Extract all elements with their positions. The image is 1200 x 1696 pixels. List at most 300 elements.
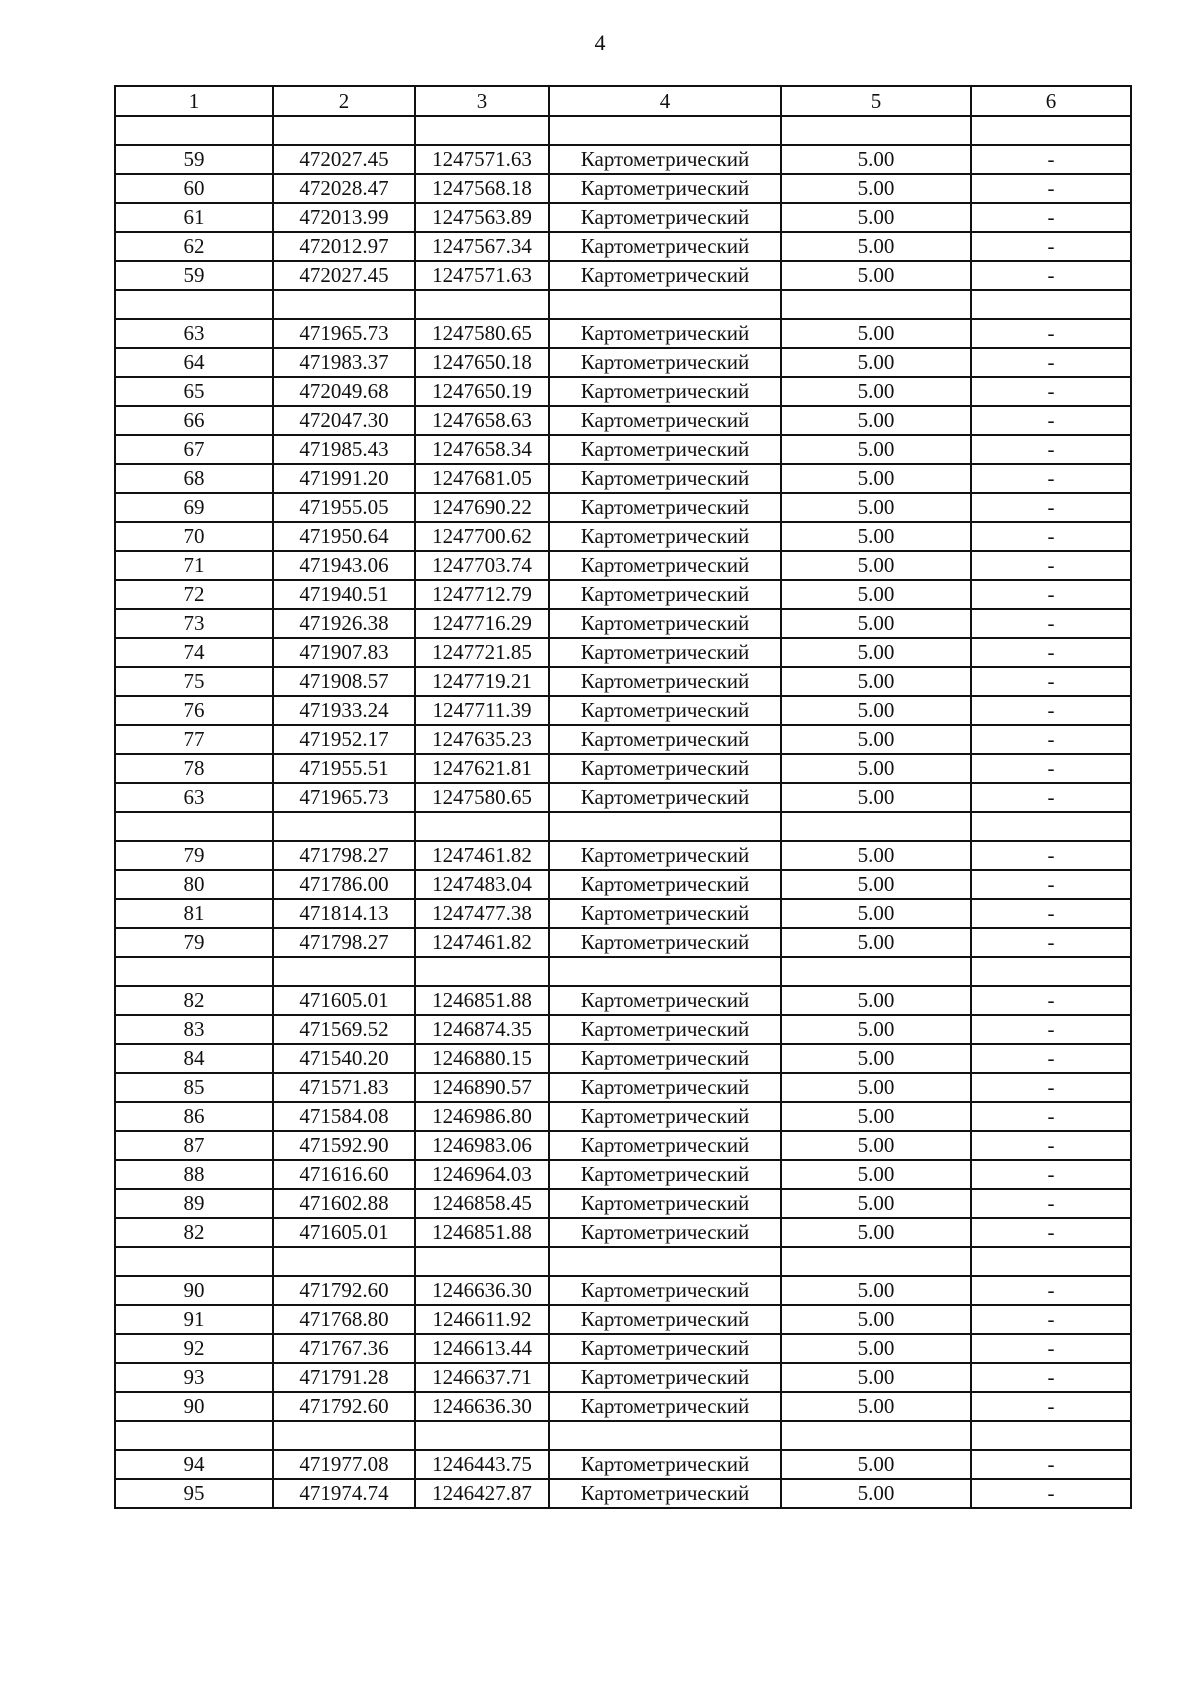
table-row: [115, 1102, 1131, 1131]
table-cell: [115, 1421, 273, 1450]
table-cell: 86: [115, 1102, 273, 1131]
table-cell: -: [971, 580, 1131, 609]
table-row: [115, 1450, 1131, 1479]
table-cell: [971, 1421, 1131, 1450]
table-cell: 471926.38: [273, 609, 415, 638]
table-row: [115, 1479, 1131, 1508]
table-cell: Картометрический: [549, 754, 781, 783]
table-cell: 471767.36: [273, 1334, 415, 1363]
table-cell: 79: [115, 841, 273, 870]
table-cell: 5.00: [781, 1334, 971, 1363]
table-cell: 92: [115, 1334, 273, 1363]
table-cell: -: [971, 1334, 1131, 1363]
table-cell: [971, 1247, 1131, 1276]
table-cell: 472013.99: [273, 203, 415, 232]
table-row: [115, 377, 1131, 406]
table-cell: 471907.83: [273, 638, 415, 667]
table-cell: 471540.20: [273, 1044, 415, 1073]
table-cell: -: [971, 319, 1131, 348]
table-cell: 471605.01: [273, 1218, 415, 1247]
table-cell: -: [971, 1102, 1131, 1131]
table-cell: Картометрический: [549, 1479, 781, 1508]
table-cell: -: [971, 986, 1131, 1015]
table-cell: Картометрический: [549, 203, 781, 232]
table-row: [115, 174, 1131, 203]
table-cell: 5.00: [781, 406, 971, 435]
table-cell: 5.00: [781, 1450, 971, 1479]
table-row: [115, 1392, 1131, 1421]
table-cell: 472028.47: [273, 174, 415, 203]
table-cell: -: [971, 464, 1131, 493]
table-cell: -: [971, 1450, 1131, 1479]
table-cell: -: [971, 725, 1131, 754]
table-cell: 5.00: [781, 1189, 971, 1218]
table-cell: 1247580.65: [415, 319, 549, 348]
table-cell: 1247711.39: [415, 696, 549, 725]
table-row: [115, 406, 1131, 435]
table-cell: -: [971, 174, 1131, 203]
table-cell: Картометрический: [549, 406, 781, 435]
table-cell: Картометрический: [549, 1044, 781, 1073]
table-cell: 5.00: [781, 464, 971, 493]
table-cell: -: [971, 1131, 1131, 1160]
table-cell: [115, 957, 273, 986]
table-row: [115, 493, 1131, 522]
table-cell: 1247461.82: [415, 928, 549, 957]
table-cell: 5.00: [781, 1073, 971, 1102]
table-cell: Картометрический: [549, 696, 781, 725]
table-row: [115, 522, 1131, 551]
table-cell: [415, 1421, 549, 1450]
table-cell: [971, 812, 1131, 841]
table-cell: 1247712.79: [415, 580, 549, 609]
column-header: 6: [971, 86, 1131, 116]
table-cell: Картометрический: [549, 174, 781, 203]
table-cell: 1246964.03: [415, 1160, 549, 1189]
table-cell: 1247658.63: [415, 406, 549, 435]
table-cell: 5.00: [781, 1102, 971, 1131]
table-cell: 61: [115, 203, 273, 232]
table-cell: 5.00: [781, 1305, 971, 1334]
table-cell: -: [971, 667, 1131, 696]
column-header: 4: [549, 86, 781, 116]
table-row: [115, 609, 1131, 638]
table-cell: 82: [115, 1218, 273, 1247]
table-cell: -: [971, 1073, 1131, 1102]
table-cell: 66: [115, 406, 273, 435]
table-cell: 76: [115, 696, 273, 725]
table-cell: 1247483.04: [415, 870, 549, 899]
table-cell: 68: [115, 464, 273, 493]
table-cell: [273, 812, 415, 841]
table-header: [115, 86, 1131, 116]
table-cell: Картометрический: [549, 609, 781, 638]
table-cell: 87: [115, 1131, 273, 1160]
table-cell: -: [971, 638, 1131, 667]
table-cell: 1247571.63: [415, 261, 549, 290]
table-cell: Картометрический: [549, 725, 781, 754]
table-cell: [781, 116, 971, 145]
table-cell: 1247571.63: [415, 145, 549, 174]
table-cell: -: [971, 261, 1131, 290]
table-cell: 5.00: [781, 551, 971, 580]
table-cell: 63: [115, 319, 273, 348]
table-cell: 1247461.82: [415, 841, 549, 870]
table-row: [115, 1218, 1131, 1247]
table-cell: -: [971, 551, 1131, 580]
table-cell: 59: [115, 145, 273, 174]
table-cell: Картометрический: [549, 899, 781, 928]
table-cell: -: [971, 1044, 1131, 1073]
table-cell: 81: [115, 899, 273, 928]
table-cell: Картометрический: [549, 1218, 781, 1247]
table-cell: 64: [115, 348, 273, 377]
table-cell: 5.00: [781, 1218, 971, 1247]
table-row: [115, 1073, 1131, 1102]
table-cell: 471974.74: [273, 1479, 415, 1508]
table-cell: 5.00: [781, 145, 971, 174]
table-cell: -: [971, 1218, 1131, 1247]
table-cell: 75: [115, 667, 273, 696]
table-row: [115, 1160, 1131, 1189]
table-cell: 5.00: [781, 1044, 971, 1073]
table-cell: 5.00: [781, 203, 971, 232]
table-cell: 63: [115, 783, 273, 812]
table-cell: 1246851.88: [415, 1218, 549, 1247]
table-cell: Картометрический: [549, 1305, 781, 1334]
table-cell: 471965.73: [273, 319, 415, 348]
table-cell: 74: [115, 638, 273, 667]
table-cell: -: [971, 870, 1131, 899]
table-cell: 79: [115, 928, 273, 957]
table-cell: Картометрический: [549, 319, 781, 348]
table-cell: [273, 957, 415, 986]
table-cell: 5.00: [781, 725, 971, 754]
table-cell: 471616.60: [273, 1160, 415, 1189]
table-cell: 1247658.34: [415, 435, 549, 464]
separator-row: [115, 116, 1131, 145]
table-cell: Картометрический: [549, 841, 781, 870]
table-cell: 93: [115, 1363, 273, 1392]
table-cell: -: [971, 493, 1131, 522]
table-row: [115, 1131, 1131, 1160]
table-cell: 5.00: [781, 638, 971, 667]
table-cell: 72: [115, 580, 273, 609]
table-row: [115, 1276, 1131, 1305]
table-cell: 5.00: [781, 667, 971, 696]
table-cell: 5.00: [781, 377, 971, 406]
table-cell: 1246851.88: [415, 986, 549, 1015]
table-cell: -: [971, 1363, 1131, 1392]
table-cell: 471569.52: [273, 1015, 415, 1044]
table-cell: 471798.27: [273, 928, 415, 957]
table-cell: 471786.00: [273, 870, 415, 899]
table-cell: 471814.13: [273, 899, 415, 928]
table-cell: 5.00: [781, 1131, 971, 1160]
separator-row: [115, 290, 1131, 319]
table-cell: 1246983.06: [415, 1131, 549, 1160]
table-cell: [115, 290, 273, 319]
table-cell: [115, 116, 273, 145]
table-cell: 5.00: [781, 493, 971, 522]
table-cell: 5.00: [781, 348, 971, 377]
table-cell: -: [971, 899, 1131, 928]
table-cell: 471991.20: [273, 464, 415, 493]
table-cell: Картометрический: [549, 928, 781, 957]
table-cell: 471983.37: [273, 348, 415, 377]
table-cell: 1246636.30: [415, 1276, 549, 1305]
table-row: [115, 261, 1131, 290]
table-cell: 471955.51: [273, 754, 415, 783]
table-cell: 69: [115, 493, 273, 522]
table-cell: -: [971, 609, 1131, 638]
table-body: [115, 116, 1131, 1508]
table-cell: 77: [115, 725, 273, 754]
table-cell: Картометрический: [549, 1363, 781, 1392]
table-cell: [273, 1247, 415, 1276]
table-cell: 471933.24: [273, 696, 415, 725]
table-cell: -: [971, 232, 1131, 261]
table-cell: -: [971, 377, 1131, 406]
table-cell: 1246443.75: [415, 1450, 549, 1479]
table-cell: 471792.60: [273, 1392, 415, 1421]
table-cell: 1246613.44: [415, 1334, 549, 1363]
table-cell: 59: [115, 261, 273, 290]
table-cell: [971, 116, 1131, 145]
table-cell: 1246880.15: [415, 1044, 549, 1073]
table-row: [115, 551, 1131, 580]
table-row: [115, 986, 1131, 1015]
table-row: [115, 696, 1131, 725]
column-header: 1: [115, 86, 273, 116]
table-cell: -: [971, 1479, 1131, 1508]
table-cell: 5.00: [781, 522, 971, 551]
column-header: 2: [273, 86, 415, 116]
table-cell: 89: [115, 1189, 273, 1218]
table-cell: 471985.43: [273, 435, 415, 464]
table-cell: 84: [115, 1044, 273, 1073]
table-cell: [115, 1247, 273, 1276]
table-cell: [781, 1247, 971, 1276]
table-cell: -: [971, 406, 1131, 435]
table-cell: -: [971, 1392, 1131, 1421]
table-cell: [273, 1421, 415, 1450]
table-cell: -: [971, 841, 1131, 870]
table-row: [115, 754, 1131, 783]
table-cell: 471952.17: [273, 725, 415, 754]
table-row: [115, 203, 1131, 232]
table-row: [115, 1305, 1131, 1334]
table-cell: 5.00: [781, 261, 971, 290]
table-cell: 472012.97: [273, 232, 415, 261]
table-row: [115, 464, 1131, 493]
table-cell: 5.00: [781, 870, 971, 899]
table-row: [115, 348, 1131, 377]
table-cell: [273, 290, 415, 319]
table-cell: 95: [115, 1479, 273, 1508]
table-cell: [415, 116, 549, 145]
table-cell: 471605.01: [273, 986, 415, 1015]
table-cell: 1247580.65: [415, 783, 549, 812]
page-number: 4: [594, 30, 606, 55]
table-cell: 471768.80: [273, 1305, 415, 1334]
table-cell: [415, 1247, 549, 1276]
table-row: [115, 638, 1131, 667]
table-cell: 471908.57: [273, 667, 415, 696]
table-cell: [415, 812, 549, 841]
table-cell: 88: [115, 1160, 273, 1189]
table-row: [115, 232, 1131, 261]
table-cell: 1246858.45: [415, 1189, 549, 1218]
table-cell: 471798.27: [273, 841, 415, 870]
table-row: [115, 725, 1131, 754]
table-cell: Картометрический: [549, 783, 781, 812]
table-cell: -: [971, 1276, 1131, 1305]
table-cell: 60: [115, 174, 273, 203]
table-cell: 85: [115, 1073, 273, 1102]
table-cell: 1246874.35: [415, 1015, 549, 1044]
table-cell: 1247563.89: [415, 203, 549, 232]
table-cell: 65: [115, 377, 273, 406]
table-cell: 90: [115, 1392, 273, 1421]
table-cell: 471584.08: [273, 1102, 415, 1131]
table-cell: 471940.51: [273, 580, 415, 609]
table-cell: 472049.68: [273, 377, 415, 406]
table-cell: Картометрический: [549, 1450, 781, 1479]
table-cell: 472027.45: [273, 145, 415, 174]
table-row: [115, 899, 1131, 928]
table-row: [115, 783, 1131, 812]
table-cell: [781, 812, 971, 841]
table-cell: Картометрический: [549, 1334, 781, 1363]
table-row: [115, 1363, 1131, 1392]
separator-row: [115, 1247, 1131, 1276]
table-row: [115, 870, 1131, 899]
table-cell: 1247650.19: [415, 377, 549, 406]
table-cell: 5.00: [781, 435, 971, 464]
table-cell: 471592.90: [273, 1131, 415, 1160]
table-cell: 1247568.18: [415, 174, 549, 203]
table-row: [115, 1189, 1131, 1218]
table-cell: 62: [115, 232, 273, 261]
table-cell: 472047.30: [273, 406, 415, 435]
table-cell: 1247716.29: [415, 609, 549, 638]
table-cell: [781, 290, 971, 319]
table-cell: [781, 957, 971, 986]
column-header: 3: [415, 86, 549, 116]
table-cell: 5.00: [781, 899, 971, 928]
table-cell: 73: [115, 609, 273, 638]
table-cell: 471943.06: [273, 551, 415, 580]
table-cell: 1247635.23: [415, 725, 549, 754]
table-cell: 1246427.87: [415, 1479, 549, 1508]
table-cell: 1246611.92: [415, 1305, 549, 1334]
table-cell: 5.00: [781, 986, 971, 1015]
table-cell: 1247703.74: [415, 551, 549, 580]
table-cell: [549, 812, 781, 841]
table-cell: 1246637.71: [415, 1363, 549, 1392]
table-cell: Картометрический: [549, 435, 781, 464]
table-cell: Картометрический: [549, 464, 781, 493]
table-cell: [549, 957, 781, 986]
table-cell: 5.00: [781, 928, 971, 957]
table-cell: 1247681.05: [415, 464, 549, 493]
table-cell: Картометрический: [549, 1073, 781, 1102]
table-cell: Картометрический: [549, 232, 781, 261]
table-cell: -: [971, 145, 1131, 174]
table-cell: -: [971, 522, 1131, 551]
table-row: [115, 580, 1131, 609]
table-cell: 5.00: [781, 754, 971, 783]
table-cell: 5.00: [781, 841, 971, 870]
table-cell: Картометрический: [549, 348, 781, 377]
table-cell: 5.00: [781, 1392, 971, 1421]
header-row: [115, 86, 1131, 116]
table-cell: 5.00: [781, 580, 971, 609]
table-cell: 78: [115, 754, 273, 783]
table-cell: 67: [115, 435, 273, 464]
table-row: [115, 145, 1131, 174]
separator-row: [115, 812, 1131, 841]
table-row: [115, 841, 1131, 870]
table-cell: 91: [115, 1305, 273, 1334]
table-cell: 5.00: [781, 1363, 971, 1392]
table-cell: [273, 116, 415, 145]
table-cell: [971, 957, 1131, 986]
table-cell: Картометрический: [549, 551, 781, 580]
table-cell: 5.00: [781, 609, 971, 638]
table-row: [115, 1334, 1131, 1363]
table-cell: Картометрический: [549, 870, 781, 899]
table-cell: 80: [115, 870, 273, 899]
table-cell: Картометрический: [549, 1392, 781, 1421]
table-row: [115, 667, 1131, 696]
table-cell: 1247700.62: [415, 522, 549, 551]
table-cell: Картометрический: [549, 1015, 781, 1044]
separator-row: [115, 957, 1131, 986]
table-cell: Картометрический: [549, 1131, 781, 1160]
table-cell: 471792.60: [273, 1276, 415, 1305]
table-cell: 471950.64: [273, 522, 415, 551]
table-cell: [115, 812, 273, 841]
table-cell: Картометрический: [549, 1160, 781, 1189]
table-cell: -: [971, 754, 1131, 783]
table-cell: 1246636.30: [415, 1392, 549, 1421]
table-cell: -: [971, 696, 1131, 725]
table-cell: 471791.28: [273, 1363, 415, 1392]
column-header: 5: [781, 86, 971, 116]
table-cell: 1247721.85: [415, 638, 549, 667]
table-cell: 1247621.81: [415, 754, 549, 783]
table-cell: [549, 116, 781, 145]
table-cell: 1247650.18: [415, 348, 549, 377]
table-cell: Картометрический: [549, 1102, 781, 1131]
table-cell: [415, 957, 549, 986]
table-cell: -: [971, 203, 1131, 232]
table-cell: -: [971, 783, 1131, 812]
table-cell: -: [971, 1189, 1131, 1218]
table-cell: 90: [115, 1276, 273, 1305]
table-cell: -: [971, 348, 1131, 377]
table-cell: [415, 290, 549, 319]
table-cell: 94: [115, 1450, 273, 1479]
table-cell: 471571.83: [273, 1073, 415, 1102]
table-cell: 1247477.38: [415, 899, 549, 928]
table-cell: 5.00: [781, 1479, 971, 1508]
table-cell: Картометрический: [549, 986, 781, 1015]
table-row: [115, 928, 1131, 957]
table-cell: 83: [115, 1015, 273, 1044]
